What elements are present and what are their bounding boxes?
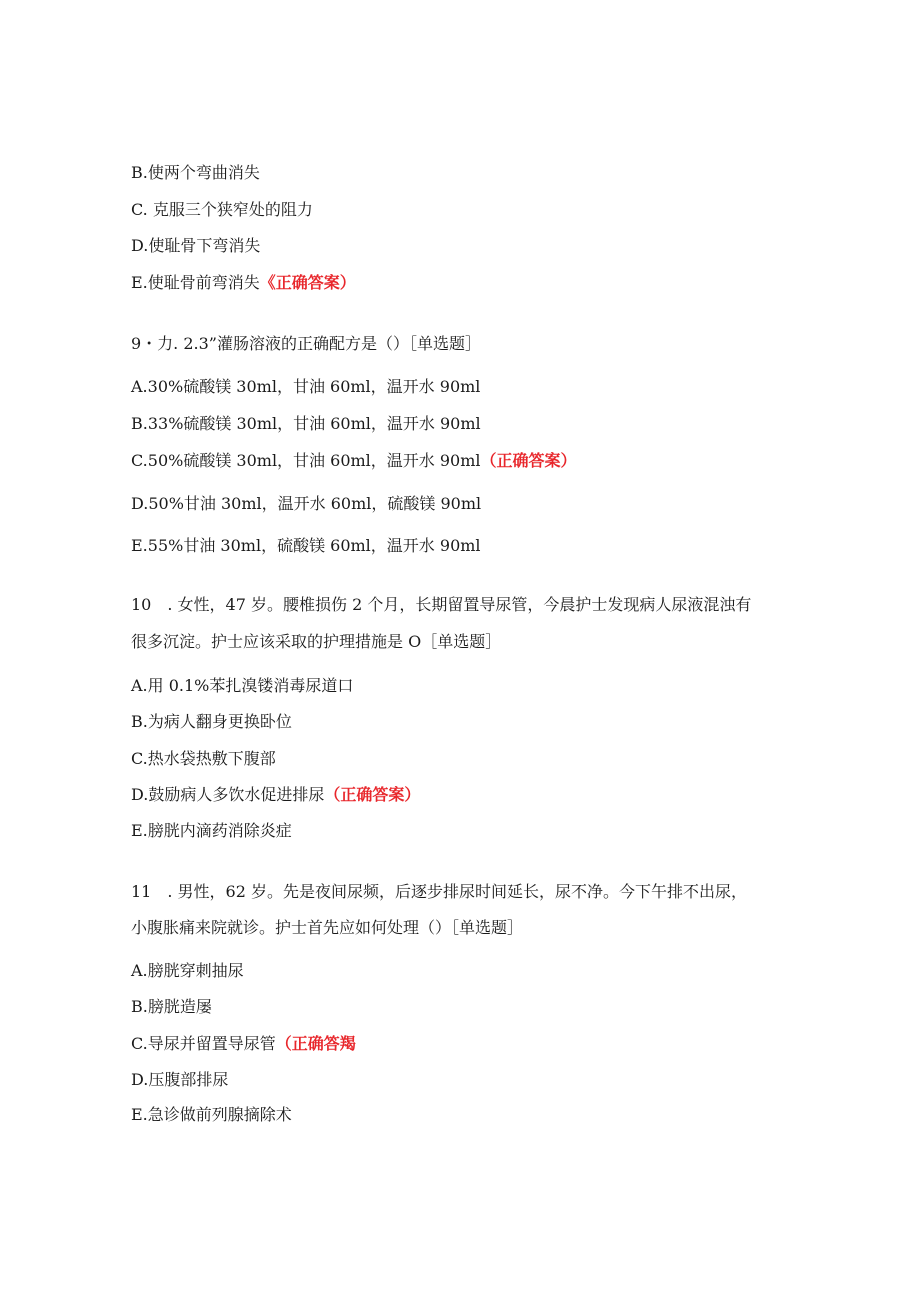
q11-option-c: C.导尿并留置导尿管（正确答羯 [131, 1034, 356, 1053]
q11-stem-line-2: 小腹胀痛来院就诊。护士首先应如何处理（）［单选题］ [131, 918, 524, 937]
correct-answer-marker: （正确答羯 [275, 1034, 356, 1053]
q10-option-c: C.热水袋热敷下腹部 [131, 749, 276, 768]
q9-option-a: A.30%硫酸镁 30ml，甘油 60ml，温开水 90ml [131, 377, 481, 396]
q11-option-e: E.急诊做前列腺摘除术 [131, 1105, 292, 1124]
q10-stem-line-1: 10 . 女性，47 岁。腰椎损伤 2 个月，长期留置导尿管，今晨护士发现病人尿液混浊有 [131, 595, 752, 614]
q8-option-c: C. 克服三个狭窄处的阻力 [131, 200, 313, 219]
correct-answer-marker: 《正确答案） [259, 273, 356, 292]
q10-option-b: B.为病人翻身更换卧位 [131, 712, 292, 731]
q10-option-d: D.鼓励病人多饮水促进排尿（正确答案） [131, 785, 421, 804]
q11-option-a: A.膀胱穿刺抽尿 [131, 961, 244, 980]
q11-stem-line-1: 11 . 男性，62 岁。先是夜间尿频，后逐步排尿时间延长，尿不净。今下午排不出尿， [131, 882, 747, 901]
q9-option-b: B.33%硫酸镁 30ml，甘油 60ml，温开水 90ml [131, 414, 481, 433]
correct-answer-marker: （正确答案） [324, 785, 421, 804]
q8-option-e: E.使耻骨前弯消失《正确答案） [131, 273, 356, 292]
q8-option-d: D.使耻骨下弯消失 [131, 236, 261, 255]
correct-answer-marker: （正确答案） [480, 451, 577, 470]
q9-option-c: C.50%硫酸镁 30ml，甘油 60ml，温开水 90ml（正确答案） [131, 451, 577, 470]
q10-option-a: A.用 0.1%苯扎溴镂消毒尿道口 [131, 676, 354, 695]
q11-option-d: D.压腹部排尿 [131, 1070, 229, 1089]
q10-stem-line-2: 很多沉淀。护士应该采取的护理措施是 O［单选题］ [131, 632, 502, 651]
q10-option-e: E.膀胱内滴药消除炎症 [131, 821, 292, 840]
q9-option-e: E.55%甘油 30ml，硫酸镁 60ml，温开水 90ml [131, 536, 481, 555]
q9-option-d: D.50%甘油 30ml，温开水 60ml，硫酸镁 90ml [131, 494, 482, 513]
q8-option-b: B.使两个弯曲消失 [131, 163, 260, 182]
q11-option-b: B.膀胱造屡 [131, 997, 212, 1016]
q9-stem: 9・力. 2.3”灌肠溶液的正确配方是（）［单选题］ [131, 334, 481, 353]
